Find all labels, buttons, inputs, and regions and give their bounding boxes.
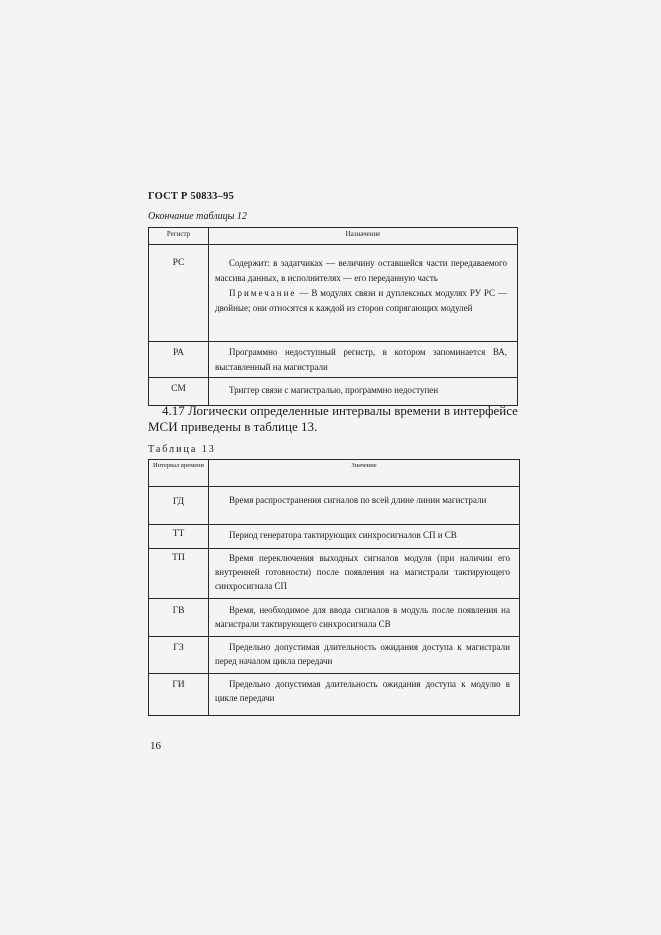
interval-text: Время, необходимое для ввода сигналов в модуль после появления на магистрали тактирующего синхросигнала СВ (215, 605, 510, 629)
interval-text: Период генератора тактирующих синхросигналов СП и СВ (229, 530, 457, 540)
table-row (149, 245, 518, 342)
table-header-row (149, 460, 520, 487)
register-text: Триггер связи с магистралью, программно недоступен (229, 385, 439, 395)
register-description (209, 378, 518, 406)
interval-code: ГВ (149, 599, 209, 637)
register-code: СМ (149, 378, 209, 406)
table12-caption: Окончание таблицы 12 (148, 211, 247, 222)
interval-code: ГД (149, 487, 209, 525)
table-row (149, 487, 520, 525)
register-text: Содержит: в задатчиках — величину оставшейся части передаваемого массива данных, в исполнителях — его переданную часть (215, 258, 507, 283)
table-row (149, 378, 518, 406)
table-row (149, 674, 520, 716)
register-code: РА (149, 342, 209, 378)
interval-description (209, 599, 520, 637)
table-12 (148, 227, 518, 406)
interval-code: ГИ (149, 674, 209, 716)
section-paragraph: 4.17 Логически определенные интервалы времени в интерфейсе МСИ приведены в таблице 13. (148, 403, 518, 434)
register-note (215, 286, 507, 316)
interval-text: Время переключения выходных сигналов модуля (при наличии его внутренней готовности) после появления на магистрали тактирующего синхросигнала СП (215, 553, 510, 591)
col-header-register: Регистр (149, 228, 209, 245)
interval-code: ГЗ (149, 637, 209, 674)
register-description (209, 245, 518, 342)
interval-description (209, 674, 520, 716)
note-text: — В модулях связи и дуплексных модулях РУ РС — двойные; они относятся к каждой из сторон сопрягающих модулей (215, 288, 507, 313)
register-text: Программно недоступный регистр, в котором запоминается ВА, выставленный на магистрали (215, 347, 507, 372)
table-row (149, 549, 520, 599)
interval-description (209, 637, 520, 674)
interval-text: Предельно допустимая длительность ожидания доступа к модулю в цикле передачи (215, 679, 510, 703)
col-header-interval: Интервал времени (149, 460, 209, 487)
interval-code: ТП (149, 549, 209, 599)
table-header-row (149, 228, 518, 245)
interval-text: Время распространения сигналов по всей длине линии магистрали (229, 495, 487, 505)
table-row (149, 342, 518, 378)
note-label: Примечание (229, 288, 297, 298)
table-row (149, 599, 520, 637)
col-header-purpose: Назначение (209, 228, 518, 245)
interval-text: Предельно допустимая длительность ожидания доступа к магистрали перед началом цикла передачи (215, 642, 510, 666)
table-row (149, 637, 520, 674)
page-number: 16 (150, 740, 161, 752)
interval-code: ТТ (149, 525, 209, 549)
table-13 (148, 459, 520, 716)
document-header: ГОСТ Р 50833–95 (148, 191, 234, 202)
col-header-value: Значение (209, 460, 520, 487)
register-description (209, 342, 518, 378)
register-code: РС (149, 245, 209, 342)
interval-description (209, 549, 520, 599)
interval-description (209, 525, 520, 549)
table-row (149, 525, 520, 549)
interval-description (209, 487, 520, 525)
table13-caption: Таблица 13 (148, 444, 216, 455)
